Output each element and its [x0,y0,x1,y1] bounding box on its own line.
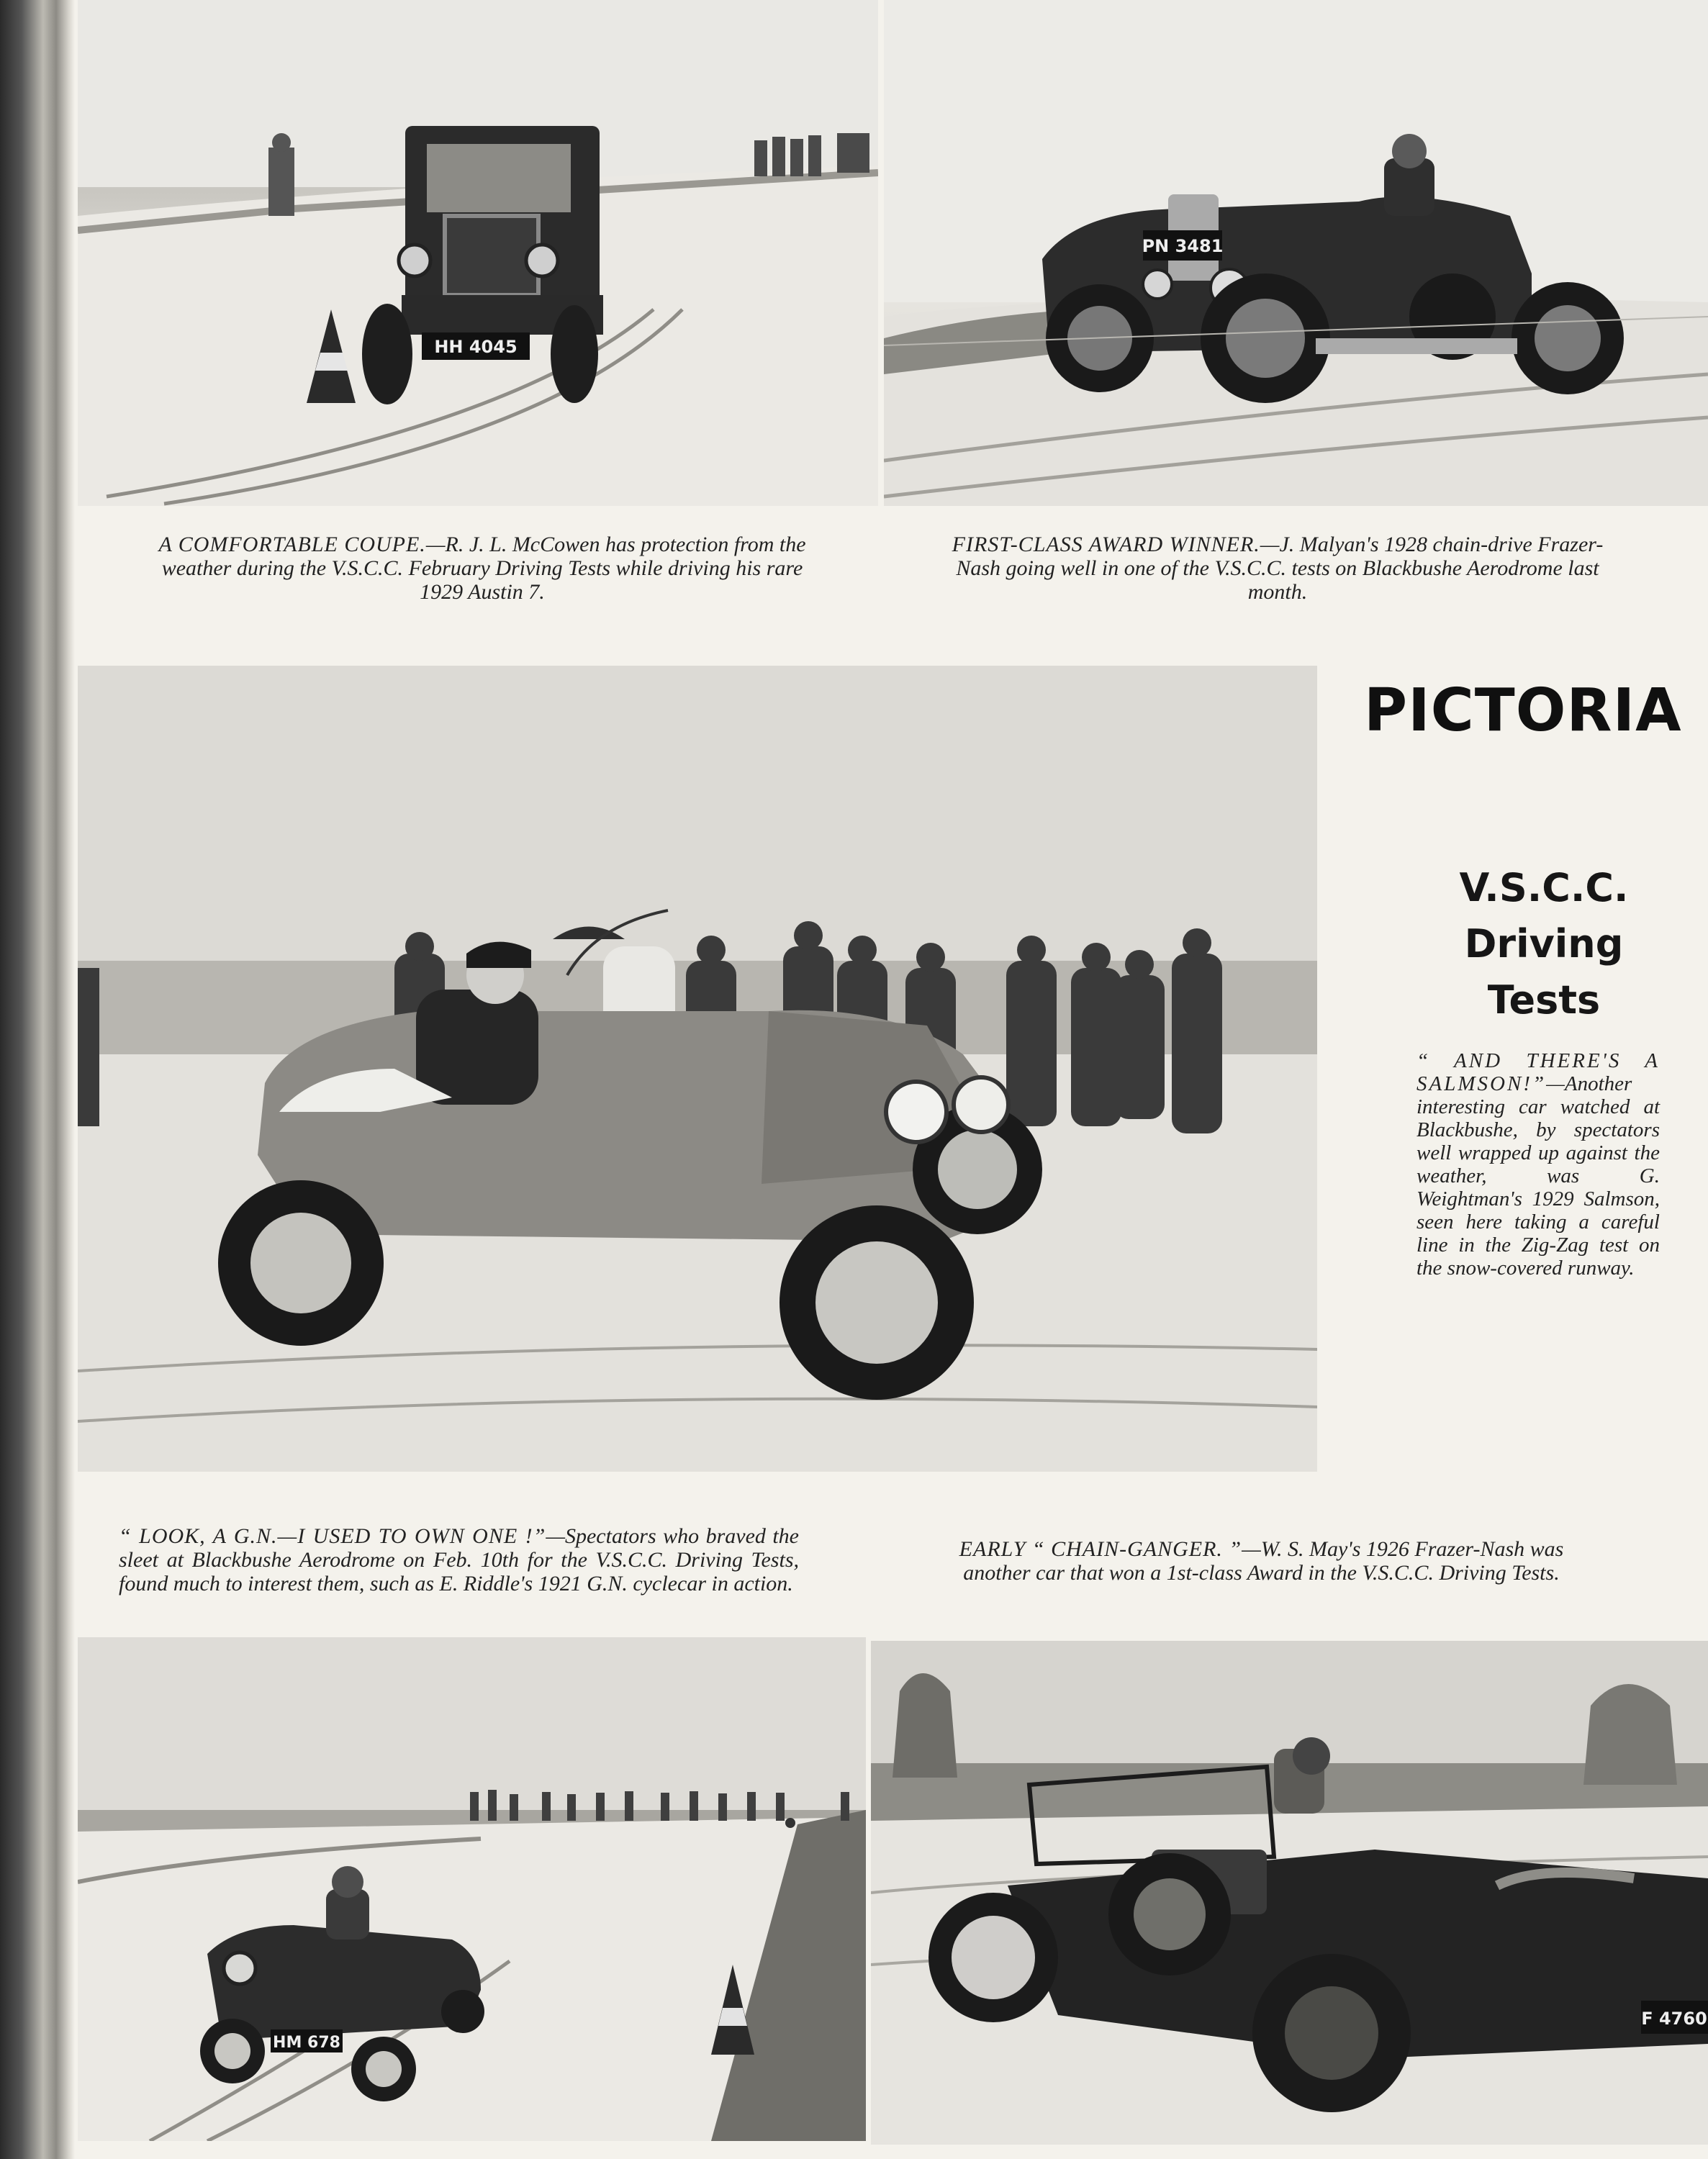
plate-hh4045: HH 4045 [434,337,518,357]
caption-austin-coupe [144,533,821,604]
page-headline: PICTORIA [1364,676,1682,745]
plate-f4760: F 4760 [1641,2009,1707,2029]
caption-lead: EARLY “ CHAIN-GANGER. ” [959,1537,1242,1561]
subhead-line: Tests [1487,977,1601,1023]
caption-lead: “ AND THERE'S A SALMSON!” [1416,1049,1660,1095]
binding-spine [0,0,75,2159]
caption-gn-cyclecar [119,1524,799,1596]
section-subhead [1407,860,1681,1028]
photo-frazer-nash-malyan [884,0,1708,506]
photo-gn-cyclecar [78,1637,866,2141]
photo-frazer-nash-may [871,1641,1708,2145]
subhead-line: V.S.C.C. [1459,865,1629,910]
caption-salmson [1416,1049,1660,1280]
caption-frazer-nash-award [939,533,1616,604]
caption-chain-ganger [925,1537,1598,1585]
plate-hm678: HM 678 [273,2034,340,2052]
caption-body: —Spectators who braved the sleet at Blackbushe Aerodrome on Feb. 10th for the V.S.C.C. Driving Tests, found much to interest them, such as E. Riddle's 1921 G.N. cyclecar in action. [119,1524,799,1596]
caption-body: —J. Malyan's 1928 chain-drive Frazer-Nash going well in one of the V.S.C.C. tests on Blackbushe Aerodrome last month. [956,533,1604,604]
caption-lead: FIRST-CLASS AWARD WINNER. [952,533,1260,556]
caption-body: —R. J. L. McCowen has protection from the weather during the V.S.C.C. February Driving Tests while driving his rare 1929 Austin 7. [161,533,806,604]
caption-body: —Another interesting car watched at Blackbushe, by spectators well wrapped up against the weather, was G. Weightman's 1929 Salmson, seen here taking a careful line in the Zig-Zag test on the snow-covered runway. [1416,1072,1660,1280]
caption-body: —W. S. May's 1926 Frazer-Nash was another car that won a 1st-class Award in the V.S.C.C. Driving Tests. [963,1537,1564,1585]
caption-lead: A COMFORTABLE COUPE. [158,533,426,556]
subhead-line: Driving [1464,921,1624,967]
caption-lead: “ LOOK, A G.N.—I USED TO OWN ONE !” [119,1524,546,1548]
plate-pn3481: PN 3481 [1142,236,1224,256]
photo-austin-coupe [78,0,878,506]
photo-salmson [78,666,1317,1472]
